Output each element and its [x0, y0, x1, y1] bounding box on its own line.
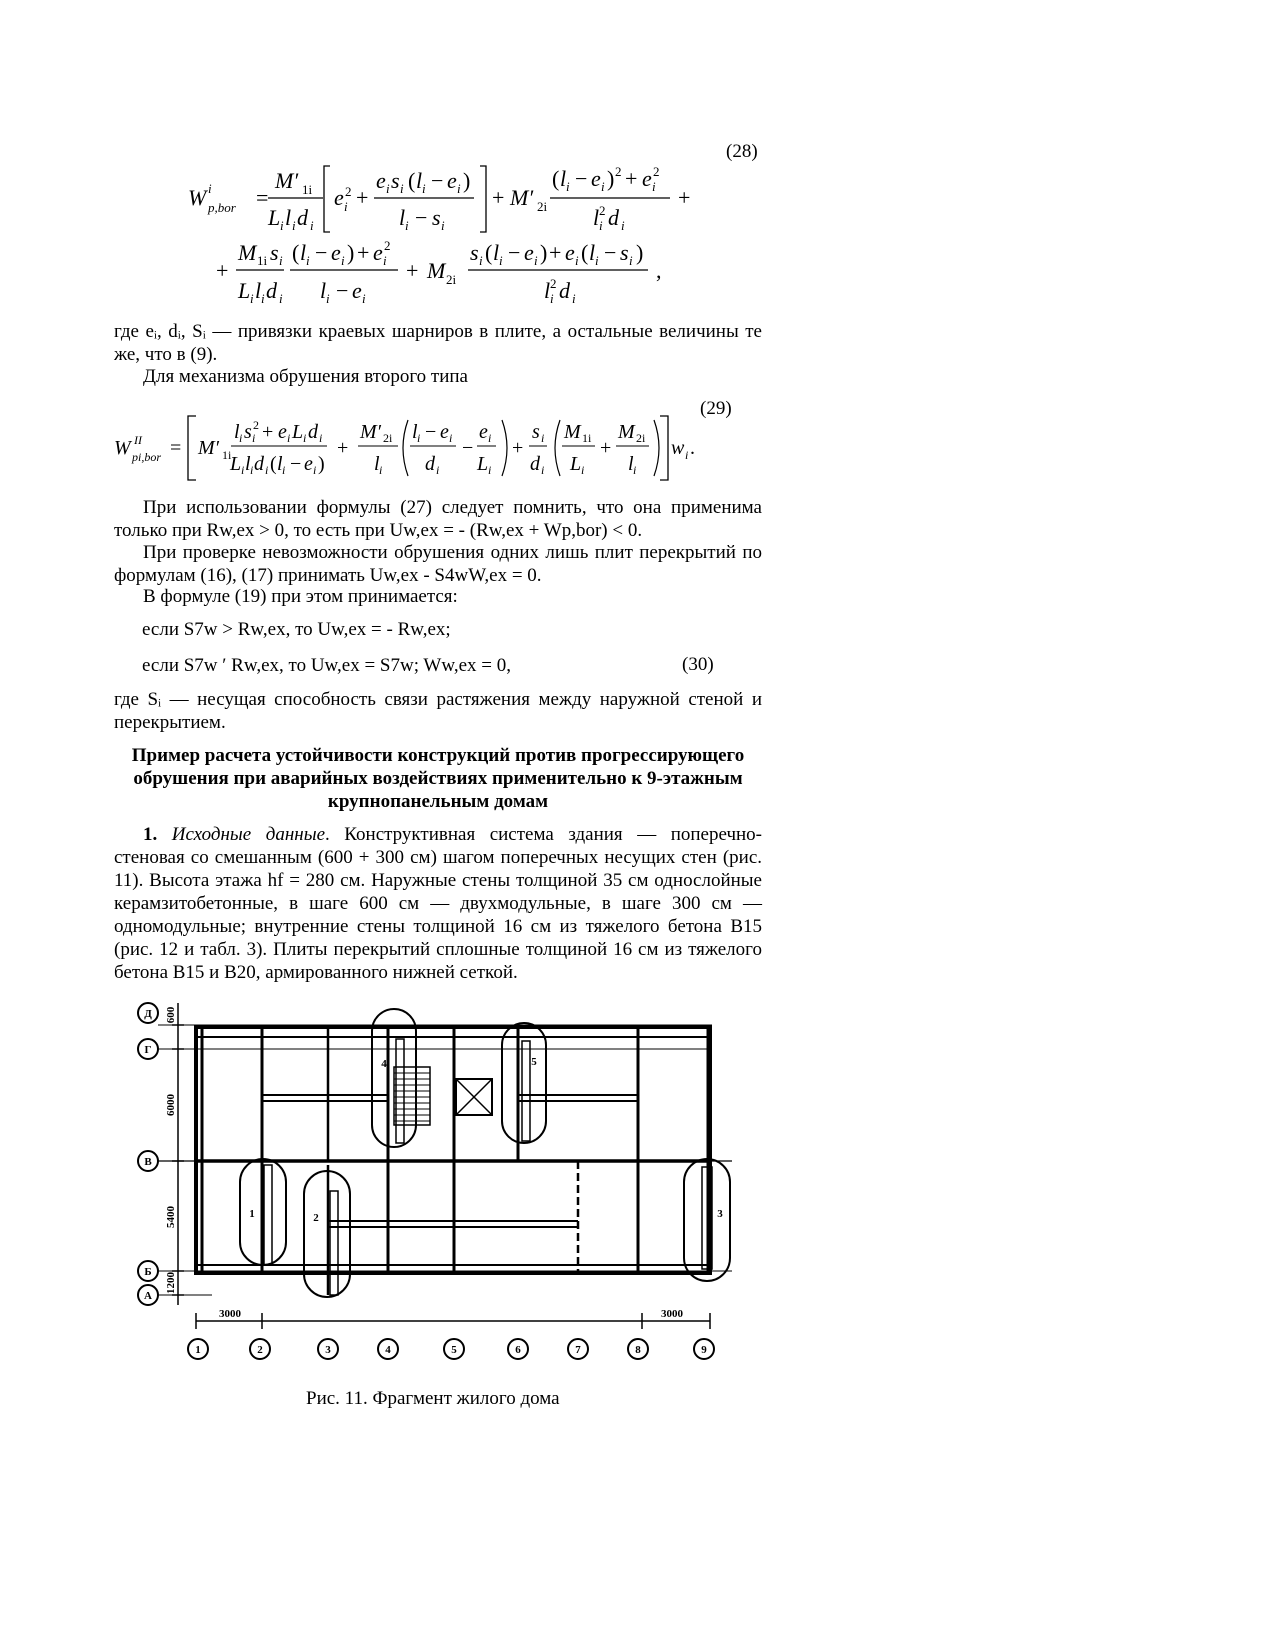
svg-text:+: + — [337, 437, 349, 459]
svg-text:2: 2 — [615, 164, 622, 179]
svg-text:+: + — [216, 258, 229, 283]
svg-text:i: i — [601, 179, 605, 194]
svg-text:e: e — [304, 453, 313, 475]
svg-text:i: i — [479, 253, 483, 268]
paragraph-7-text: . Конструктивная система здания — поперечно-стеновая со смешанным (600 + 300 см) шагом поперечных несущих стен (рис. 11). Высота этажа hf = 280 см. Наружные стены толщиной 35 см однослойные керамзитобетонные, в шаге 600 см — двухмодульные, в шаге 300 см — одномодульные; внутренние стены толщиной 16 см из тяжелого бетона В15 (рис. 12 и табл. 3). Плиты перекрытий сплошные толщиной 16 см из тяжелого бетона В15 и В20, армированного нижней сеткой. — [114, 824, 763, 983]
svg-text:i: i — [441, 218, 445, 233]
svg-text:i: i — [341, 253, 345, 268]
svg-text:2: 2 — [345, 184, 352, 199]
svg-text:i: i — [208, 181, 212, 196]
svg-text:+: + — [356, 185, 369, 210]
svg-text:M: M — [618, 421, 635, 443]
svg-text:2i: 2i — [383, 431, 393, 445]
svg-text:i: i — [685, 448, 689, 462]
svg-text:2: 2 — [653, 164, 660, 179]
svg-text:−: − — [425, 421, 437, 443]
svg-text:2: 2 — [384, 238, 391, 253]
svg-text:−: − — [315, 240, 328, 265]
zone-label-4: 4 — [381, 1058, 387, 1070]
svg-text:+: + — [512, 437, 524, 459]
svg-text:i: i — [550, 291, 554, 306]
svg-text:e: e — [524, 240, 534, 265]
svg-text:L: L — [570, 453, 582, 475]
item-label: Исходные данные — [171, 824, 326, 845]
svg-text:i: i — [292, 218, 296, 233]
svg-text:i: i — [436, 463, 440, 477]
svg-text:+: + — [625, 166, 638, 191]
row-axis-v: В — [144, 1156, 152, 1168]
svg-text:l: l — [255, 278, 262, 303]
zone-label-3: 3 — [717, 1208, 723, 1220]
paragraph-3: При использовании формулы (27) следует помнить, что она применима только при Rw,ex > 0, то есть при Uw,ex = - (Rw,ex + Wp,bor) < 0. — [114, 497, 762, 541]
svg-text:i: i — [621, 218, 625, 233]
svg-text:d: d — [608, 205, 619, 230]
svg-text:l: l — [560, 166, 567, 191]
paragraph-1: где eᵢ, dᵢ, Sᵢ — привязки краевых шарниров в плите, а остальные величины те же, что в (9). — [114, 321, 762, 365]
dim-5400: 5400 — [165, 1206, 177, 1228]
svg-text:s: s — [532, 421, 540, 443]
dim-6000: 6000 — [165, 1094, 177, 1116]
svg-text:l: l — [399, 205, 406, 230]
svg-text:l: l — [277, 453, 283, 475]
svg-text:e: e — [376, 168, 386, 193]
svg-text:i: i — [282, 463, 286, 477]
svg-text:(: ( — [552, 166, 560, 191]
svg-text:i: i — [250, 291, 254, 306]
svg-text:i: i — [488, 431, 492, 445]
svg-text:L: L — [238, 278, 251, 303]
svg-text:i: i — [575, 253, 579, 268]
svg-text:1i: 1i — [222, 448, 232, 462]
svg-text:i: i — [310, 218, 314, 233]
svg-text:l: l — [412, 421, 418, 443]
item-number: 1. — [143, 824, 158, 845]
svg-text:i: i — [265, 463, 269, 477]
svg-text:i: i — [599, 218, 603, 233]
svg-text:i: i — [383, 253, 387, 268]
svg-text:i: i — [534, 253, 538, 268]
svg-text:l: l — [593, 205, 600, 230]
svg-text:(: ( — [408, 168, 416, 193]
svg-text:II: II — [134, 433, 142, 447]
zone-label-2: 2 — [313, 1212, 319, 1224]
svg-text:.: . — [690, 437, 695, 459]
svg-text:i: i — [280, 218, 284, 233]
svg-text:s: s — [620, 240, 629, 265]
svg-text:+: + — [678, 185, 691, 210]
svg-text:p,bor: p,bor — [208, 200, 236, 215]
svg-text:+: + — [262, 421, 274, 443]
row-axis-g: Г — [144, 1044, 152, 1056]
svg-text:i: i — [241, 463, 245, 477]
svg-text:e: e — [565, 240, 575, 265]
svg-text:+: + — [492, 185, 505, 210]
svg-text:M′: M′ — [510, 185, 534, 210]
svg-text:d: d — [308, 421, 318, 443]
svg-text:i: i — [652, 179, 656, 194]
svg-text:d: d — [254, 453, 264, 475]
col-axis-2: 2 — [257, 1344, 263, 1356]
col-axis-7: 7 — [575, 1344, 581, 1356]
svg-text:i: i — [306, 253, 310, 268]
svg-text:d: d — [530, 453, 540, 475]
svg-text:): ) — [636, 240, 644, 265]
svg-text:i: i — [422, 181, 426, 196]
svg-text:M′: M′ — [275, 168, 299, 193]
svg-text:2: 2 — [550, 276, 557, 291]
svg-text:2: 2 — [253, 418, 259, 432]
svg-text:d: d — [266, 278, 277, 303]
svg-text:L: L — [230, 453, 242, 475]
svg-text:l: l — [300, 240, 307, 265]
svg-text:W: W — [188, 185, 207, 210]
svg-text:l: l — [320, 278, 327, 303]
col-axis-8: 8 — [635, 1344, 641, 1356]
col-axis-9: 9 — [701, 1344, 707, 1356]
svg-text:i: i — [566, 179, 570, 194]
formula-28 — [180, 160, 720, 310]
svg-text:l: l — [245, 453, 251, 475]
svg-text:i: i — [386, 181, 390, 196]
svg-text:W: W — [114, 437, 131, 459]
svg-text:e: e — [479, 421, 488, 443]
paragraph-6: где Sᵢ — несущая способность связи растяжения между наружной стеной и перекрытием. — [114, 689, 762, 733]
svg-text:s: s — [270, 240, 279, 265]
svg-text:i: i — [457, 181, 461, 196]
dim-600: 600 — [165, 1006, 177, 1024]
paragraph-4: При проверке невозможности обрушения одних лишь плит перекрытий по формулам (16), (17) принимать Uw,ex - S4wW,ex = 0. — [114, 542, 762, 586]
svg-text:s: s — [244, 421, 252, 443]
svg-text:d: d — [425, 453, 435, 475]
svg-text:−: − — [604, 240, 617, 265]
svg-text:M: M — [427, 258, 446, 283]
svg-text:2i: 2i — [636, 431, 646, 445]
svg-text:w: w — [671, 437, 685, 459]
svg-text:+: + — [549, 240, 562, 265]
svg-text:l: l — [589, 240, 596, 265]
svg-text:i: i — [572, 291, 576, 306]
formula-29 — [112, 412, 712, 484]
svg-text:M: M — [564, 421, 581, 443]
svg-text:i: i — [541, 431, 545, 445]
svg-text:i: i — [313, 463, 317, 477]
row-axis-d: Д — [144, 1008, 152, 1020]
svg-text:i: i — [250, 463, 254, 477]
row-axis-b: Б — [144, 1266, 152, 1278]
svg-text:−: − — [336, 278, 349, 303]
dim-3000-left: 3000 — [219, 1308, 241, 1320]
svg-text:i: i — [629, 253, 633, 268]
svg-text:i: i — [279, 291, 283, 306]
svg-text:i: i — [499, 253, 503, 268]
svg-text:i: i — [595, 253, 599, 268]
svg-text:pi,bor: pi,bor — [132, 450, 162, 464]
paragraph-7 — [114, 823, 762, 984]
svg-text:−: − — [290, 453, 302, 475]
svg-text:i: i — [379, 463, 383, 477]
svg-text:i: i — [581, 463, 585, 477]
elevator-shaft — [456, 1079, 492, 1115]
condition-1: если S7w > Rw,ex, то Uw,ex = - Rw,ex; — [142, 619, 451, 640]
svg-text:1i: 1i — [582, 431, 592, 445]
svg-text:l: l — [285, 205, 292, 230]
svg-text:+: + — [406, 258, 419, 283]
svg-text:1i: 1i — [302, 182, 313, 197]
svg-text:e: e — [642, 166, 652, 191]
svg-text:s: s — [432, 205, 441, 230]
svg-text:L: L — [268, 205, 281, 230]
svg-text:e: e — [591, 166, 601, 191]
svg-text:i: i — [449, 431, 453, 445]
condition-2: если S7w ′ Rw,ex, то Uw,ex = S7w; Ww,ex = 0, — [142, 655, 511, 676]
col-axis-1: 1 — [195, 1344, 201, 1356]
svg-text:): ) — [318, 453, 325, 475]
svg-text:d: d — [559, 278, 570, 303]
svg-text:−: − — [462, 437, 474, 459]
svg-text:i: i — [344, 199, 348, 214]
svg-text:i: i — [303, 431, 307, 445]
svg-text:−: − — [508, 240, 521, 265]
svg-text:i: i — [261, 291, 265, 306]
svg-text:e: e — [334, 185, 344, 210]
zone-label-1: 1 — [249, 1208, 255, 1220]
svg-text:l: l — [544, 278, 551, 303]
svg-text:,: , — [656, 258, 662, 283]
svg-text:l: l — [493, 240, 500, 265]
svg-text:=: = — [170, 437, 182, 459]
svg-text:i: i — [633, 463, 637, 477]
svg-text:L: L — [477, 453, 489, 475]
dim-3000-right: 3000 — [661, 1308, 683, 1320]
svg-text:L: L — [292, 421, 304, 443]
svg-text:e: e — [278, 421, 287, 443]
svg-text:d: d — [297, 205, 308, 230]
svg-text:i: i — [287, 431, 291, 445]
svg-text:): ) — [347, 240, 355, 265]
stair — [394, 1067, 430, 1125]
equation-number-29: (29) — [700, 398, 732, 419]
svg-text:i: i — [326, 291, 330, 306]
svg-text:l: l — [416, 168, 423, 193]
equation-number-30: (30) — [682, 654, 714, 675]
svg-text:e: e — [373, 240, 383, 265]
svg-text:M: M — [238, 240, 257, 265]
svg-text:e: e — [440, 421, 449, 443]
svg-text:l: l — [234, 421, 240, 443]
paragraph-5: В формуле (19) при этом принимается: — [143, 586, 458, 607]
col-axis-5: 5 — [451, 1344, 457, 1356]
svg-text:e: e — [447, 168, 457, 193]
figure-caption: Рис. 11. Фрагмент жилого дома — [306, 1388, 560, 1409]
svg-text:s: s — [470, 240, 479, 265]
svg-text:+: + — [600, 437, 612, 459]
svg-text:i: i — [239, 431, 243, 445]
svg-text:2: 2 — [599, 203, 606, 218]
paragraph-2: Для механизма обрушения второго типа — [143, 366, 468, 387]
svg-text:(: ( — [270, 453, 277, 475]
svg-text:s: s — [391, 168, 400, 193]
svg-text:−: − — [575, 166, 588, 191]
svg-text:i: i — [319, 431, 323, 445]
col-axis-6: 6 — [515, 1344, 521, 1356]
section-title: Пример расчета устойчивости конструкций против прогрессирующего обрушения при аварийных воздействиях применительно к 9-этажным крупнопанельным домам — [131, 745, 745, 812]
svg-text:i: i — [417, 431, 421, 445]
svg-text:i: i — [362, 291, 366, 306]
svg-text:−: − — [431, 168, 444, 193]
svg-text:l: l — [374, 453, 380, 475]
row-axis-a: А — [144, 1290, 152, 1302]
svg-text:i: i — [541, 463, 545, 477]
svg-text:1i: 1i — [257, 253, 268, 268]
svg-text:e: e — [352, 278, 362, 303]
svg-text:M′: M′ — [198, 437, 220, 459]
col-axis-3: 3 — [325, 1344, 331, 1356]
svg-text:+: + — [357, 240, 370, 265]
svg-text:e: e — [331, 240, 341, 265]
svg-text:): ) — [463, 168, 471, 193]
equation-number-28: (28) — [726, 141, 758, 162]
svg-text:i: i — [252, 431, 256, 445]
svg-text:(: ( — [292, 240, 300, 265]
svg-text:): ) — [607, 166, 615, 191]
dim-1200: 1200 — [165, 1272, 177, 1294]
floor-plan-figure — [132, 995, 752, 1375]
svg-text:i: i — [488, 463, 492, 477]
svg-text:i: i — [400, 181, 404, 196]
svg-text:(: ( — [581, 240, 589, 265]
svg-text:2i: 2i — [446, 272, 457, 287]
zone-label-5: 5 — [531, 1056, 537, 1068]
svg-text:M′: M′ — [360, 421, 382, 443]
svg-text:−: − — [415, 205, 428, 230]
svg-text:2i: 2i — [537, 199, 548, 214]
svg-text:i: i — [405, 218, 409, 233]
svg-text:l: l — [628, 453, 634, 475]
svg-text:): ) — [540, 240, 548, 265]
svg-text:=: = — [256, 185, 269, 210]
col-axis-4: 4 — [385, 1344, 391, 1356]
svg-text:(: ( — [485, 240, 493, 265]
svg-text:i: i — [279, 253, 283, 268]
